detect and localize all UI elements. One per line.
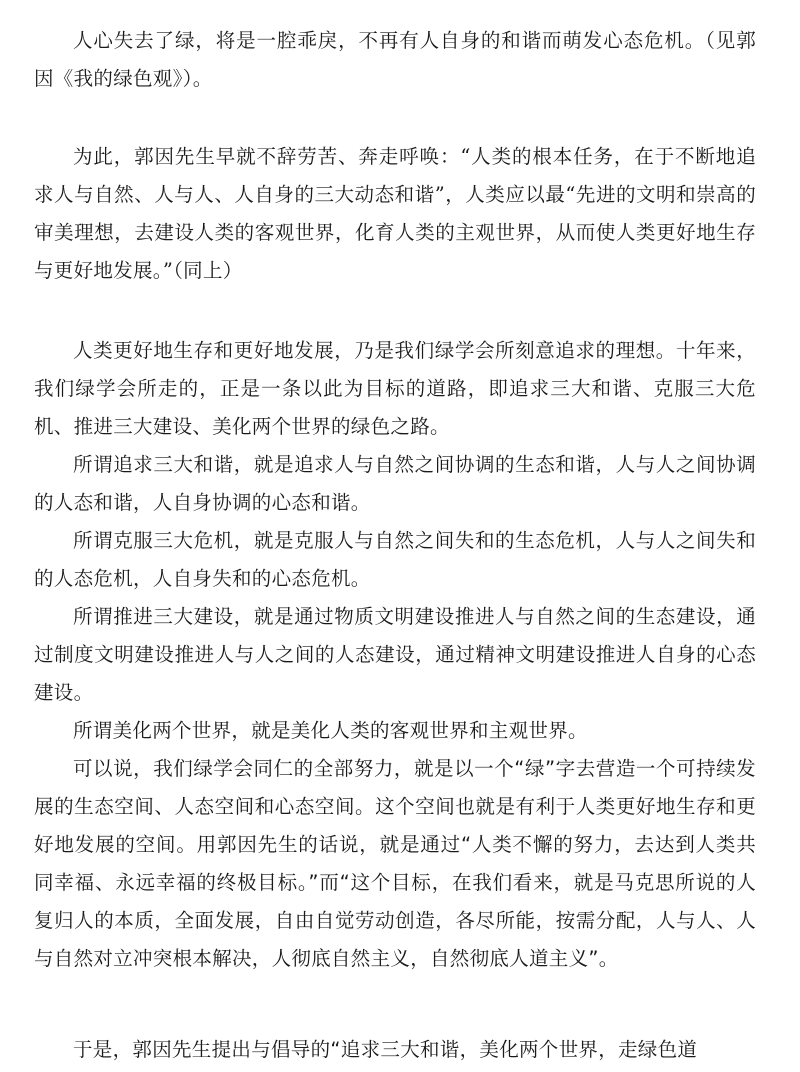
body-paragraph-green-space: 可以说，我们绿学会同仁的全部努力，就是以一个“绿”字去营造一个可持续发展的生态空间、人态空间和心态空间。这个空间也就是有利于人类更好地生存和更好地发展的空间。用郭因先生的话说，就是通过“人类不懈的努力，去达到人类共同幸福、永远幸福的终极目标。”而“这个目标，在我们看来，就是马克思所说的人复归人的本质，全面发展，自由自觉劳动创造，各尽所能，按需分配，人与人、人与自然对立冲突根本解决，人彻底自然主义，自然彻底人道主义”。 xyxy=(34,757,756,970)
body-paragraph-two-worlds: 所谓美化两个世界，就是美化人类的客观世界和主观世界。 xyxy=(73,719,588,742)
body-paragraph-ideal: 人类更好地生存和更好地发展，乃是我们绿学会所刻意追求的理想。十年来，我们绿学会所走的，正是一条以此为目标的道路，即追求三大和谐、克服三大危机、推进三大建设、美化两个世界的绿色之路。 xyxy=(34,339,756,438)
body-paragraph-three-constructions: 所谓推进三大建设，就是通过物质文明建设推进人与自然之间的生态建设，通过制度文明建设推进人与人之间的人态建设，通过精神文明建设推进人自身的心态建设。 xyxy=(34,605,756,704)
body-paragraph-three-crises: 所谓克服三大危机，就是克服人与自然之间失和的生态危机，人与人之间失和的人态危机，人自身失和的心态危机。 xyxy=(34,529,756,590)
body-paragraph-green-road: 于是，郭因先生提出与倡导的“追求三大和谐，美化两个世界，走绿色道 xyxy=(73,1038,698,1061)
quoted-paragraph-1: 人心失去了绿，将是一腔乖戾，不再有人自身的和谐而萌发心态危机。（见郭因《我的绿色观》）。 xyxy=(34,29,756,90)
body-paragraph-three-harmonies: 所谓追求三大和谐，就是追求人与自然之间协调的生态和谐，人与人之间协调的人态和谐，人自身协调的心态和谐。 xyxy=(34,453,756,514)
quoted-paragraph-2: 为此，郭因先生早就不辞劳苦、奔走呼唤：“人类的根本任务，在于不断地追求人与自然、人与人、人自身的三大动态和谐”，人类应以最“先进的文明和崇高的审美理想，去建设人类的客观世界，化育人类的主观世界，从而使人类更好地生存与更好地发展。”（同上） xyxy=(34,145,756,282)
